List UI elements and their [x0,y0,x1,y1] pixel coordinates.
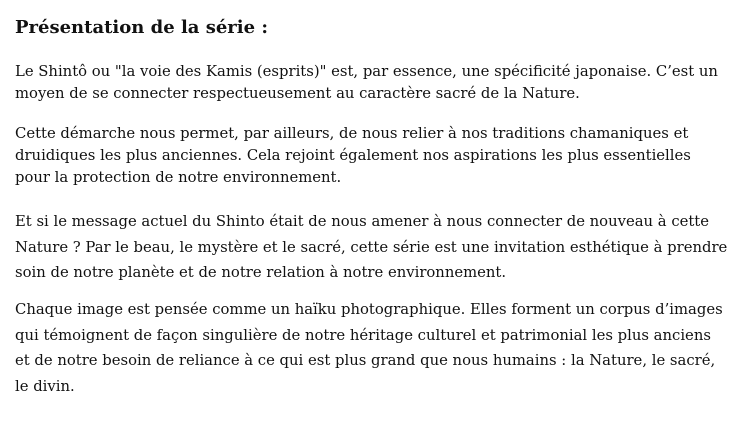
paragraph-haiku: Chaque image est pensée comme un haïku photographique. Elles forment un corpus d’images qui témoignent de façon singulière de notre héritage culturel et patrimonial les plus anciens et de notre besoin de reliance à ce qui est plus grand que nous humains : la Nature, le sacré, le divin. [15,301,723,395]
paragraph-shinto-intro: Le Shintô ou "la voie des Kamis (esprits)" est, par essence, une spécificité japonaise. C’est un moyen de se connecter respectueusement au caractère sacré de la Nature. [15,63,718,102]
section-title: Présentation de la série : [15,17,268,38]
article-body [15,16,730,395]
paragraph-traditions: Cette démarche nous permet, par ailleurs, de nous relier à nos traditions chamaniques et druidiques les plus anciennes. Cela rejoint également nos aspirations les plus essentielles pour la protection de notre environnement. [15,125,691,186]
paragraph-message: Et si le message actuel du Shinto était de nous amener à nous connecter de nouveau à cette Nature ? Par le beau, le mystère et le sacré, cette série est une invitation esthétique à prendre soin de notre planète et de notre relation à notre environnement. [15,213,728,281]
